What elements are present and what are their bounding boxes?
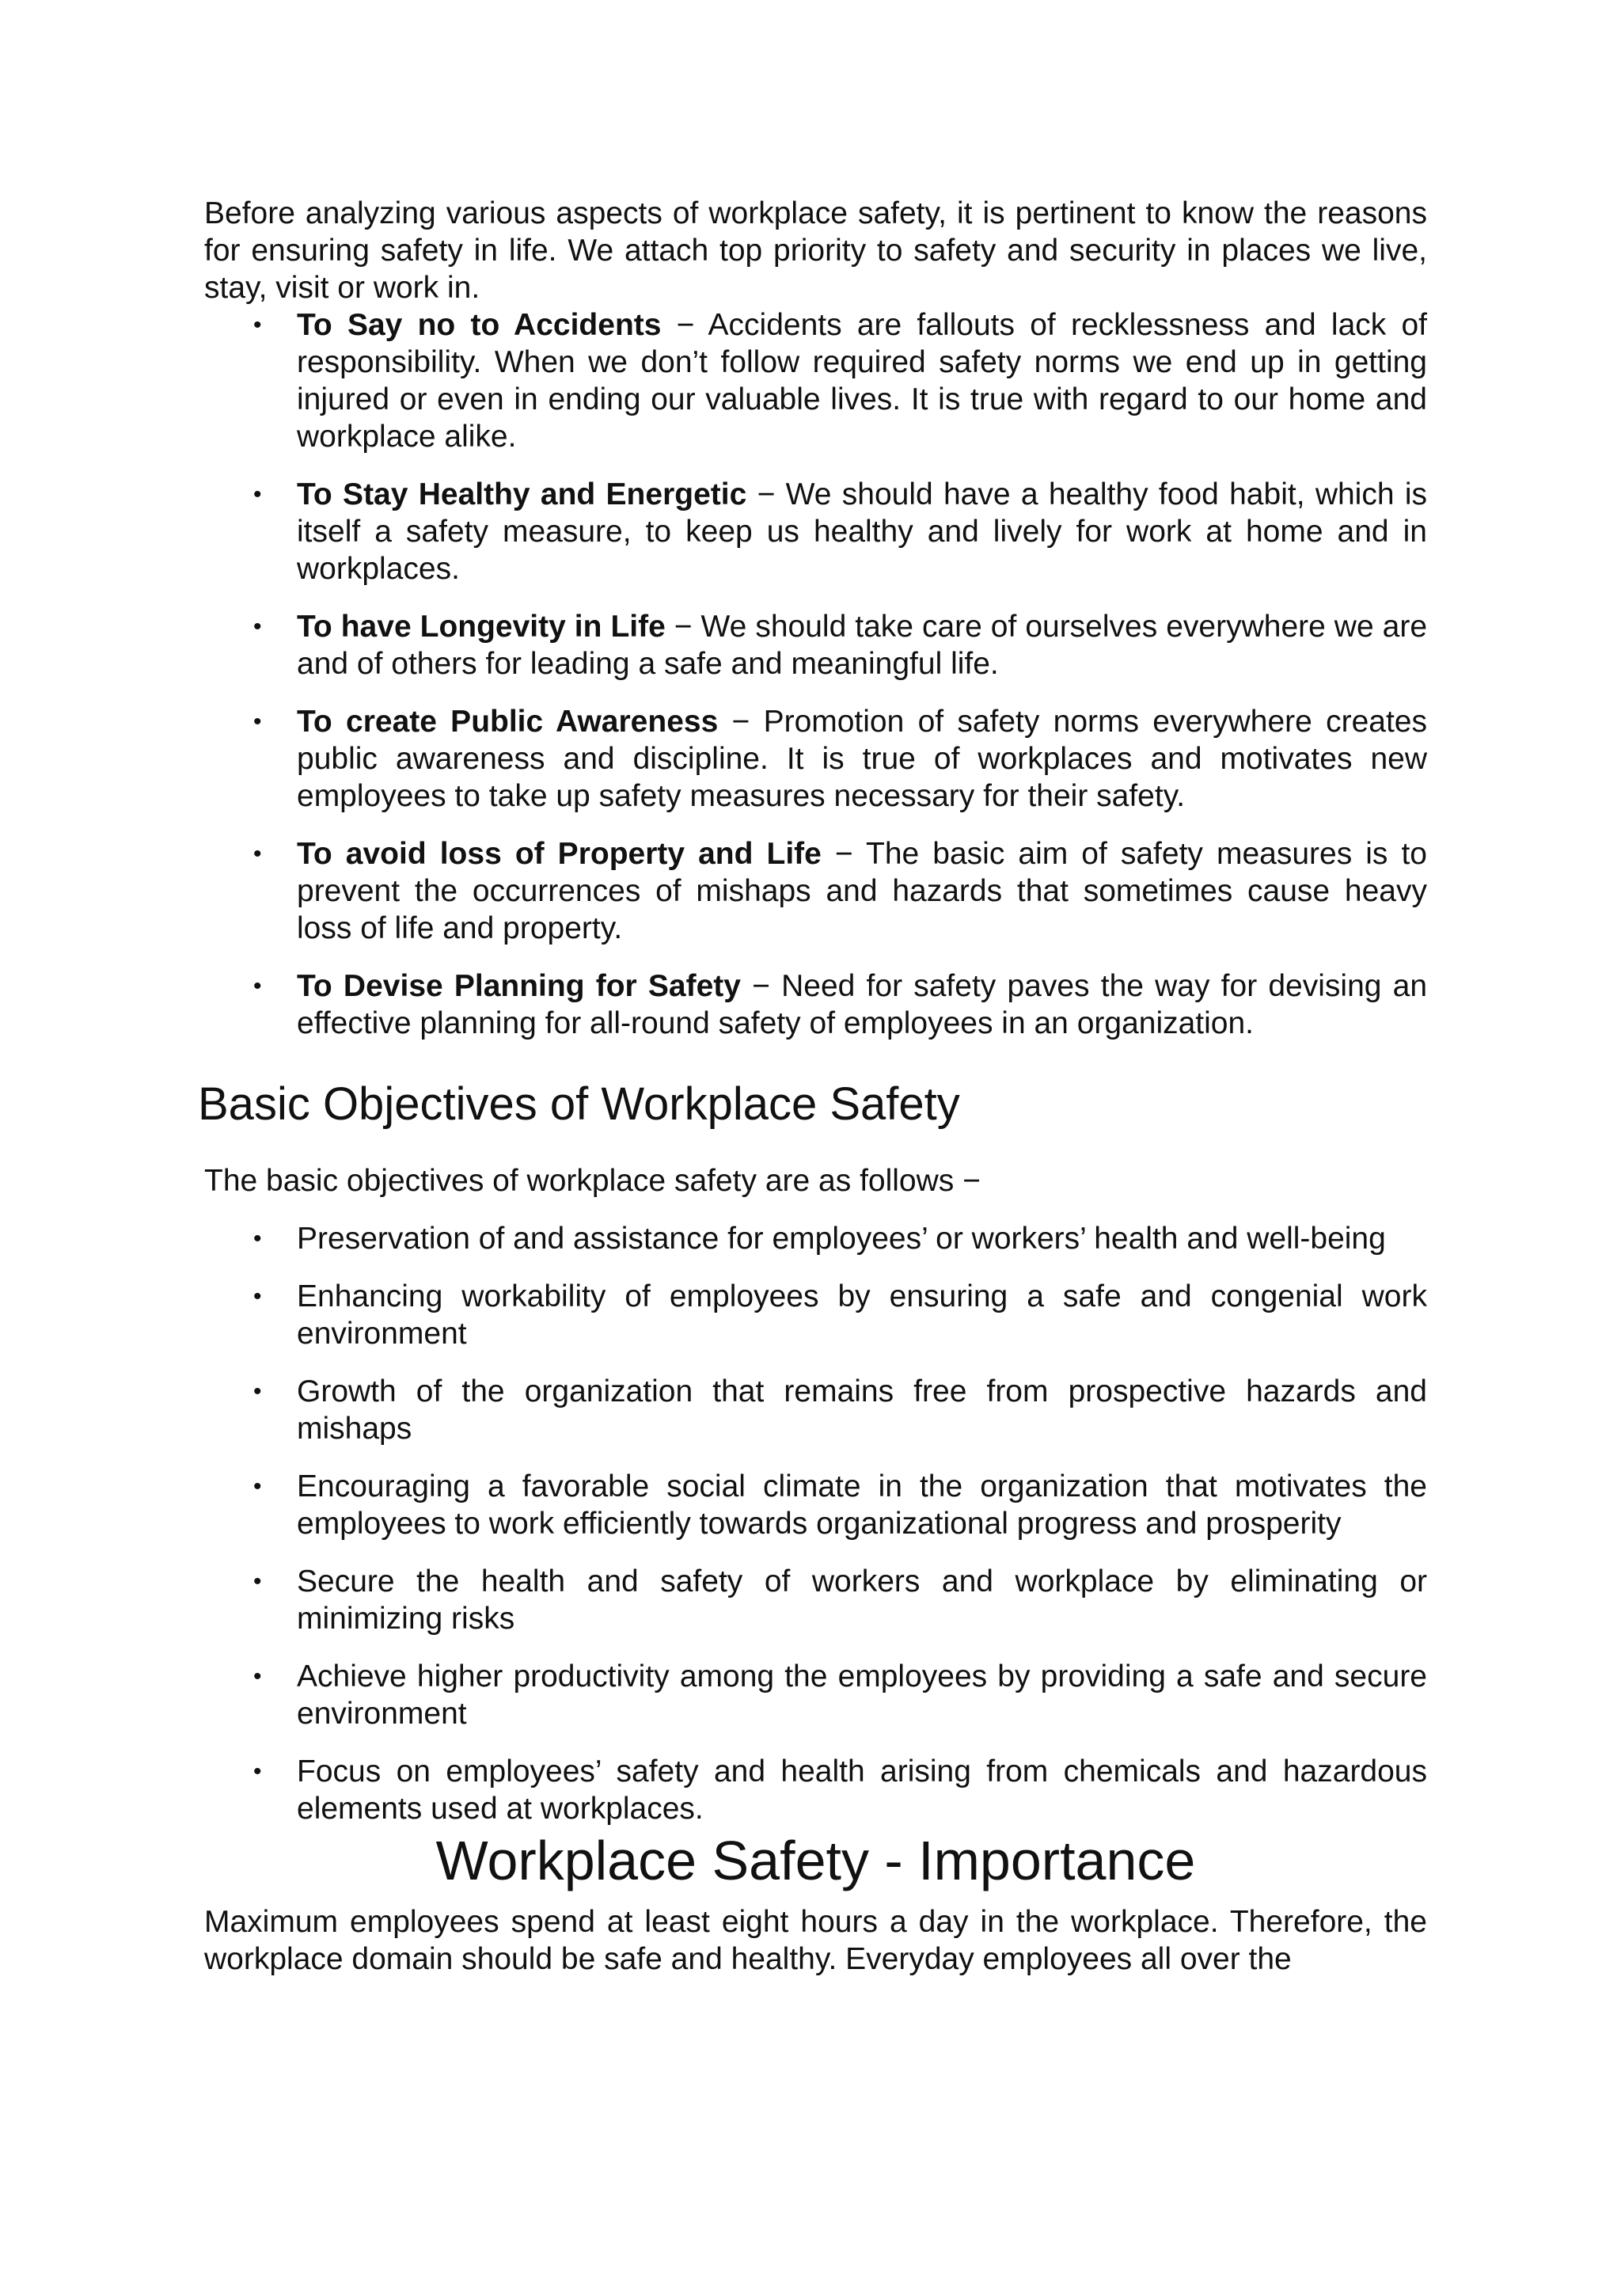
list-item-text: We should take care of ourselves everywhere we are and of others for leading a safe and meaningful life.	[297, 610, 1428, 681]
list-item-term: To avoid loss of Property and Life	[297, 837, 822, 871]
bullet-icon: •	[253, 709, 262, 735]
list-item-text: Focus on employees’ safety and health arising from chemicals and hazardous elements used at workplaces.	[297, 1754, 1427, 1826]
bullet-icon: •	[253, 973, 262, 999]
list-item-text: Enhancing workability of employees by ensuring a safe and congenial work environment	[297, 1279, 1427, 1351]
list-item	[204, 835, 1427, 947]
list-item-term: To Say no to Accidents	[297, 308, 662, 342]
list-item-text: Preservation of and assistance for employees’ or workers’ health and well-being	[297, 1222, 1386, 1256]
list-item-text: The basic aim of safety measures is to prevent the occurrences of mishaps and hazards that sometimes cause heavy loss of life and property.	[297, 837, 1427, 945]
list-item	[204, 608, 1427, 682]
list-item-text: Growth of the organization that remains free from prospective hazards and mishaps	[297, 1374, 1427, 1446]
page-content	[198, 195, 1428, 1978]
list-item-separator: −	[661, 308, 708, 342]
list-item-term: To have Longevity in Life	[297, 610, 666, 644]
list-item	[204, 1753, 1427, 1827]
list-item-term: To Stay Healthy and Energetic	[297, 477, 747, 511]
list-item-text: Secure the health and safety of workers and workplace by eliminating or minimizing risks	[297, 1564, 1427, 1636]
bullet-icon: •	[253, 1758, 262, 1785]
list-item	[204, 476, 1427, 587]
list-item-text: Encouraging a favorable social climate in the organization that motivates the employees to work efficiently towards organizational progress and prosperity	[297, 1469, 1427, 1541]
list-item-separator: −	[821, 837, 867, 871]
objectives-lead: The basic objectives of workplace safety are as follows −	[204, 1164, 981, 1198]
importance-paragraph: Maximum employees spend at least eight hours a day in the workplace. Therefore, the workplace domain should be safe and healthy. Everyday employees all over the	[204, 1905, 1427, 1976]
list-item-text: We should have a healthy food habit, which is itself a safety measure, to keep us healthy and lively for work at home and in workplaces.	[297, 477, 1428, 586]
list-item-separator: −	[665, 610, 701, 644]
list-item	[204, 967, 1427, 1042]
list-item	[204, 1468, 1427, 1542]
list-item-text: Accidents are fallouts of recklessness and lack of responsibility. When we don’t follow required safety norms we end up in getting injured or even in ending our valuable lives. It is true with regard to our home and workplace alike.	[297, 308, 1428, 454]
list-item	[204, 1373, 1427, 1447]
list-item-text: Achieve higher productivity among the employees by providing a safe and secure environment	[297, 1659, 1427, 1731]
bullet-icon: •	[253, 1378, 262, 1405]
list-item-term: To create Public Awareness	[297, 705, 719, 739]
list-item	[204, 1220, 1427, 1257]
bullet-icon: •	[253, 481, 262, 507]
list-item	[204, 306, 1427, 455]
bullet-icon: •	[253, 1473, 262, 1500]
intro-paragraph: Before analyzing various aspects of workplace safety, it is pertinent to know the reasons for ensuring safety in life. We attach top priority to safety and security in places we live, stay, visit or work in.	[204, 196, 1427, 305]
section-heading-objectives: Basic Objectives of Workplace Safety	[198, 1078, 960, 1130]
list-item	[204, 1563, 1427, 1637]
bullet-icon: •	[253, 1568, 262, 1595]
bullet-icon: •	[253, 312, 262, 338]
bullet-icon: •	[253, 1283, 262, 1310]
bullet-icon: •	[253, 614, 262, 640]
bullet-icon: •	[253, 1226, 262, 1252]
bullet-icon: •	[253, 841, 262, 867]
list-item	[204, 1278, 1427, 1352]
bullet-icon: •	[253, 1663, 262, 1690]
section-heading-importance: Workplace Safety - Importance	[435, 1830, 1196, 1891]
list-item	[204, 703, 1427, 815]
list-item	[204, 1658, 1427, 1732]
list-item-separator: −	[718, 705, 764, 739]
list-item-text: Promotion of safety norms everywhere creates public awareness and discipline. It is true of workplaces and motivates new employees to take up safety measures necessary for their safety.	[297, 705, 1428, 813]
reasons-list	[204, 306, 1427, 1042]
list-item-separator: −	[740, 969, 782, 1003]
list-item-term: To Devise Planning for Safety	[297, 969, 741, 1003]
list-item-separator: −	[746, 477, 786, 511]
list-item-text: Need for safety paves the way for devising an effective planning for all-round safety of employees in an organization.	[297, 969, 1428, 1040]
objectives-list	[204, 1220, 1427, 1827]
